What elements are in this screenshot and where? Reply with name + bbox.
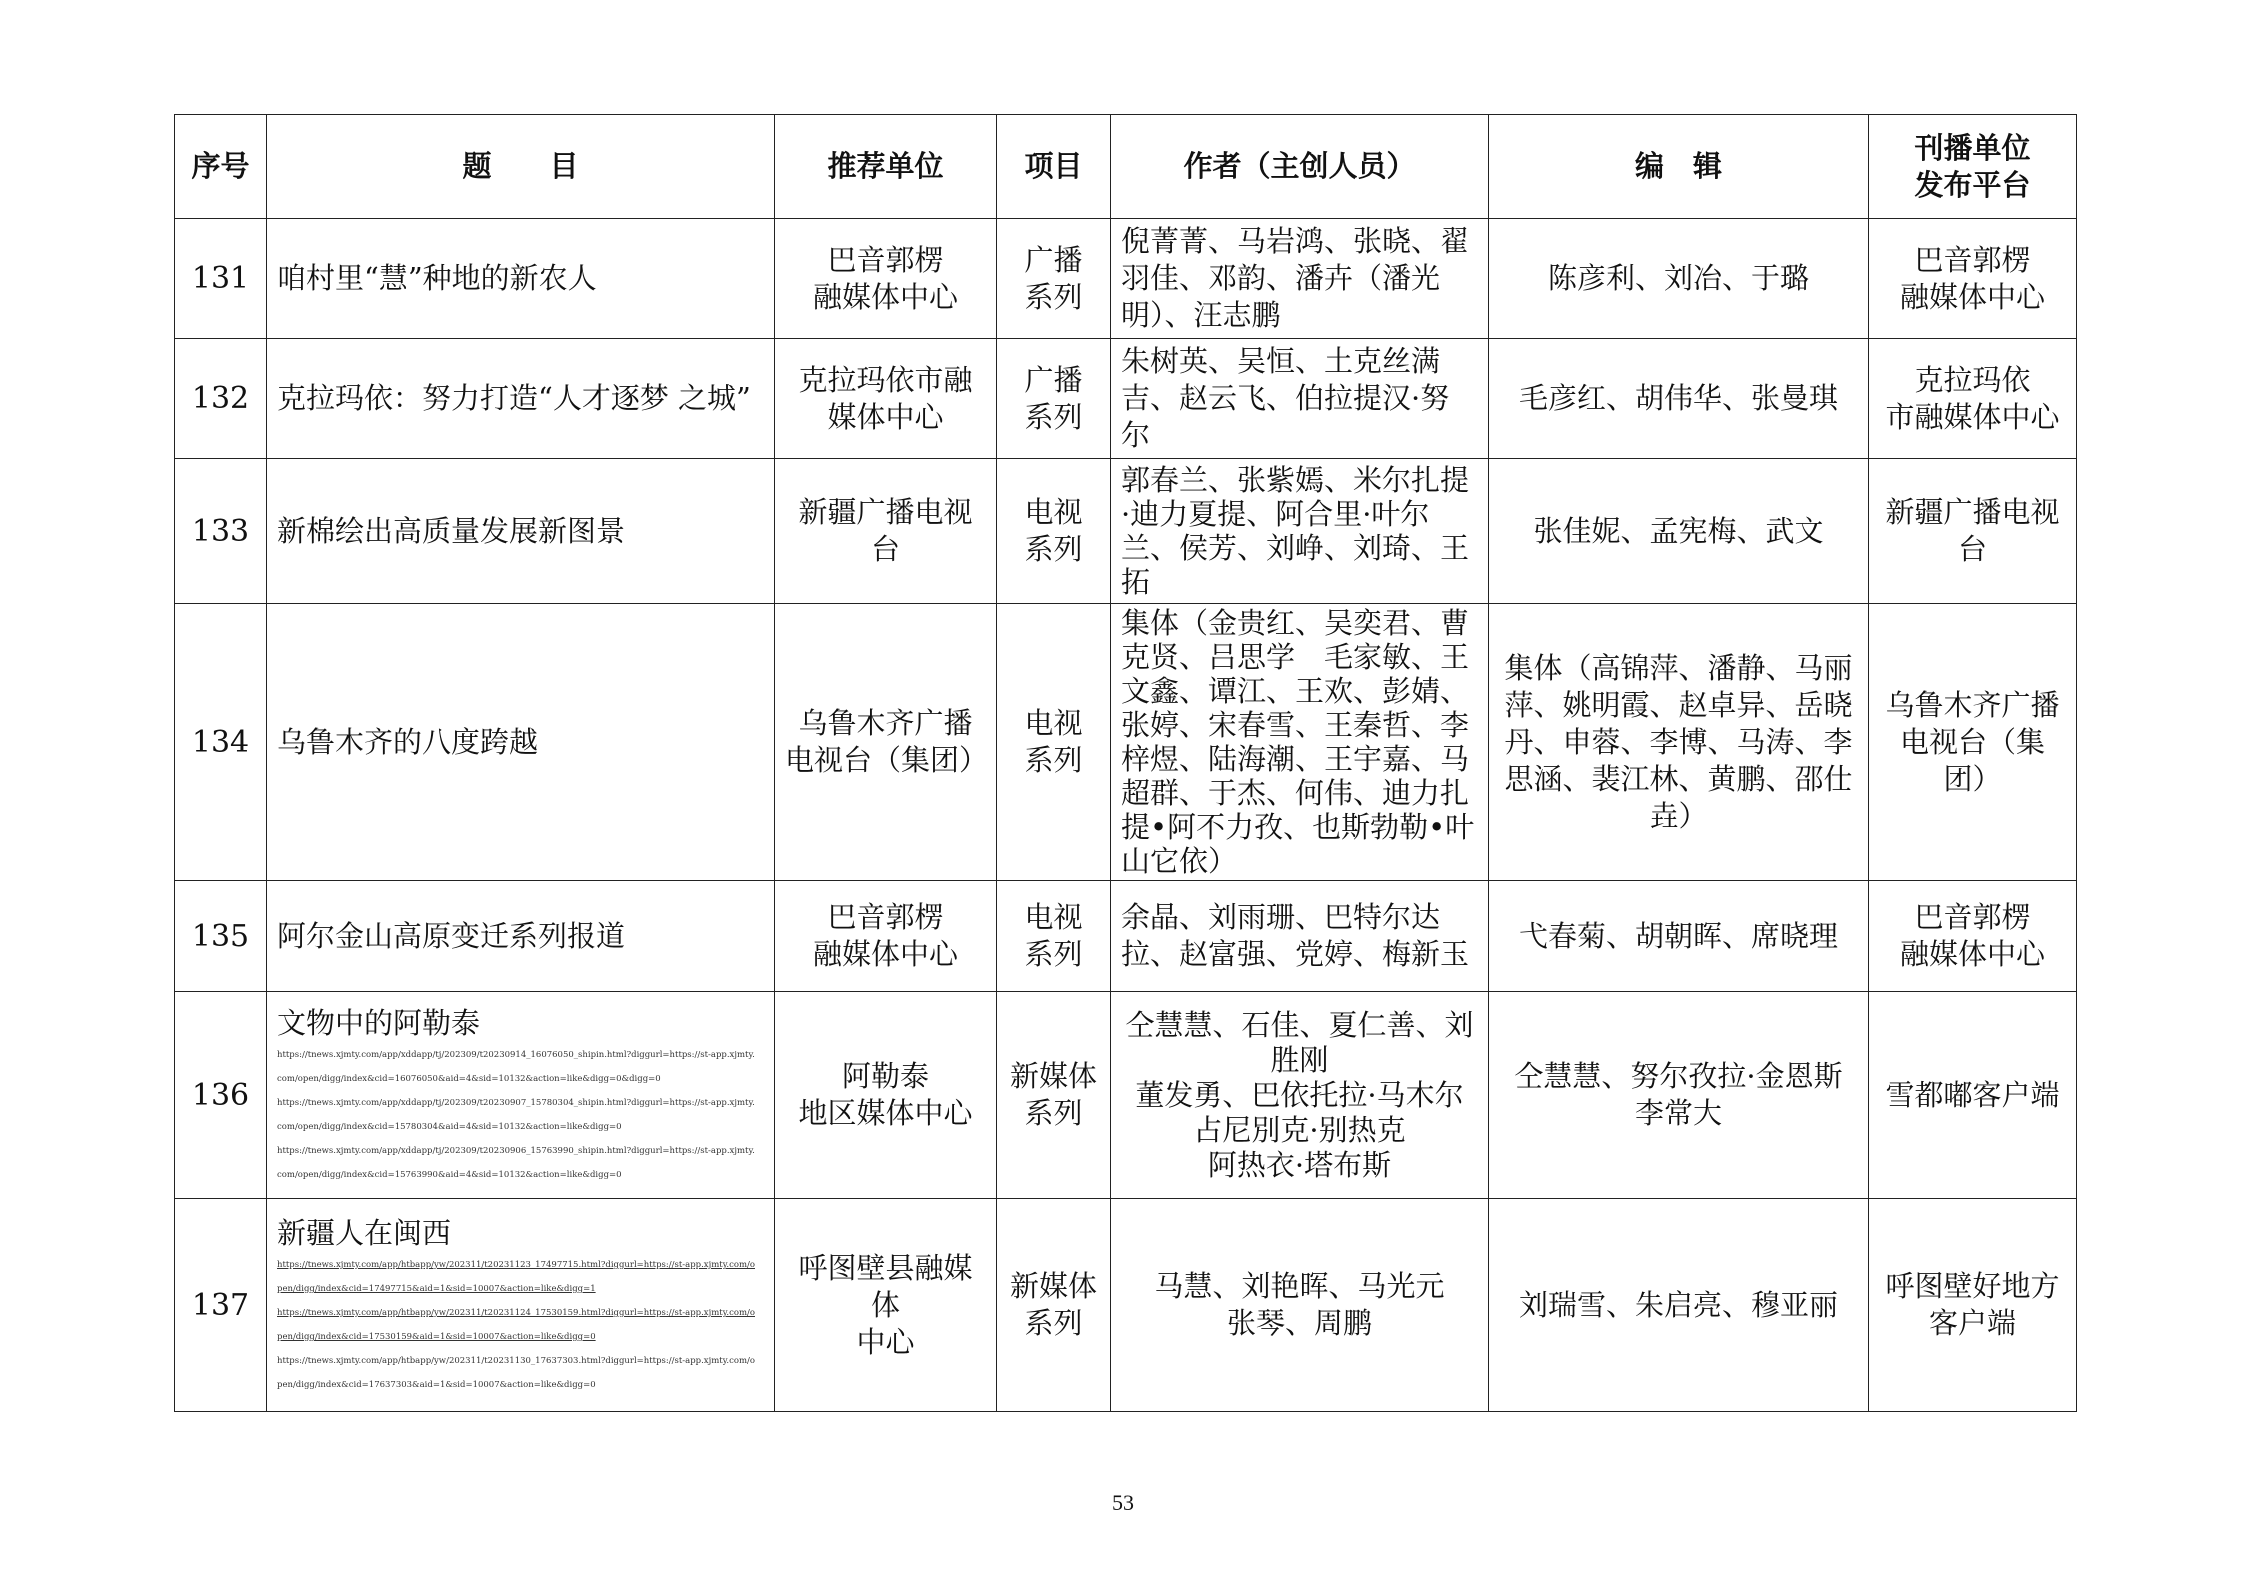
row-number: 131 bbox=[175, 219, 267, 339]
url-line[interactable]: https://tnews.xjmty.com/app/xddapp/tj/202309/t20230906_15763990_shipin.html?diggurl=https://st-app.xjmty. bbox=[277, 1146, 755, 1156]
header-title: 题 目 bbox=[267, 115, 775, 219]
url-line[interactable]: https://tnews.xjmty.com/app/xddapp/tj/202309/t20230907_15780304_shipin.html?diggurl=https://st-app.xjmty. bbox=[277, 1098, 755, 1108]
table-row bbox=[175, 219, 2077, 339]
row-title: 克拉玛依：努力打造“人才逐梦 之城” bbox=[267, 339, 775, 459]
row-editors: 仝慧慧、努尔孜拉·金恩斯 李常大 bbox=[1489, 992, 1869, 1199]
row-platform: 巴音郭楞 融媒体中心 bbox=[1869, 219, 2077, 339]
row-authors: 仝慧慧、石佳、夏仁善、刘胜刚 董发勇、巴依托拉·马木尔 占尼別克·别热克 阿热衣·塔布斯 bbox=[1111, 992, 1489, 1199]
row-authors: 倪菁菁、马岩鸿、张晓、翟羽佳、邓韵、潘卉（潘光明）、汪志鹏 bbox=[1111, 219, 1489, 339]
row-platform: 乌鲁木齐广播电视台（集团） bbox=[1869, 604, 2077, 881]
table-row bbox=[175, 339, 2077, 459]
url-line[interactable]: com/open/digg/index&cid=15780304&aid=4&sid=10132&action=like&digg=0 bbox=[277, 1122, 622, 1132]
header-row bbox=[175, 115, 2077, 219]
header-editors: 编 辑 bbox=[1489, 115, 1869, 219]
row-item: 新媒体 系列 bbox=[997, 992, 1111, 1199]
table-row bbox=[175, 604, 2077, 881]
awards-table bbox=[174, 114, 2077, 1412]
row-authors: 郭春兰、张紫嫣、米尔扎提·迪力夏提、阿合里·叶尔兰、侯芳、刘峥、刘琦、王拓 bbox=[1111, 459, 1489, 604]
row-platform: 雪都嘟客户端 bbox=[1869, 992, 2077, 1199]
row-unit: 新疆广播电视台 bbox=[775, 459, 997, 604]
row-authors: 余晶、刘雨珊、巴特尔达拉、赵富强、党婷、梅新玉 bbox=[1111, 881, 1489, 992]
row-number: 134 bbox=[175, 604, 267, 881]
row-title: 阿尔金山高原变迁系列报道 bbox=[267, 881, 775, 992]
page-number: 53 bbox=[1112, 1490, 1134, 1515]
url-line[interactable]: com/open/digg/index&cid=15763990&aid=4&sid=10132&action=like&digg=0 bbox=[277, 1170, 622, 1180]
row-number: 136 bbox=[175, 992, 267, 1199]
row-title: 咱村里“慧”种地的新农人 bbox=[267, 219, 775, 339]
row-number: 135 bbox=[175, 881, 267, 992]
row-item: 广播 系列 bbox=[997, 339, 1111, 459]
row-authors: 马慧、刘艳晖、马光元 张琴、周鹏 bbox=[1111, 1199, 1489, 1412]
url-line[interactable]: https://tnews.xjmty.com/app/htbapp/yw/202311/t20231130_17637303.html?diggurl=https://st-app.xjmty.com/o bbox=[277, 1356, 755, 1366]
row-authors: 集体（金贵红、吴奕君、曹克贤、吕思学 毛家敏、王文鑫、谭江、王欢、彭婧、张婷、宋春雪、王秦哲、李梓煜、陆海潮、王宇嘉、马超群、于杰、何伟、迪力扎提•阿不力孜、也斯勃勒•叶山它依） bbox=[1111, 604, 1489, 881]
row-editors: 毛彦红、胡伟华、张曼琪 bbox=[1489, 339, 1869, 459]
row-item: 电视 系列 bbox=[997, 604, 1111, 881]
row-title: 新棉绘出高质量发展新图景 bbox=[267, 459, 775, 604]
row-editors: 刘瑞雪、朱启亮、穆亚丽 bbox=[1489, 1199, 1869, 1412]
table-row bbox=[175, 459, 2077, 604]
row-editors: 张佳妮、孟宪梅、武文 bbox=[1489, 459, 1869, 604]
url-line[interactable]: pen/digg/index&cid=17497715&aid=1&sid=10007&action=like&digg=1 bbox=[277, 1284, 596, 1294]
header-item: 项目 bbox=[997, 115, 1111, 219]
row-authors: 朱树英、吴恒、土克丝满吉、赵云飞、伯拉提汉·努尔 bbox=[1111, 339, 1489, 459]
row-item: 新媒体 系列 bbox=[997, 1199, 1111, 1412]
row-item: 电视 系列 bbox=[997, 459, 1111, 604]
row-number: 137 bbox=[175, 1199, 267, 1412]
row-platform: 呼图壁好地方 客户端 bbox=[1869, 1199, 2077, 1412]
table-row bbox=[175, 1199, 2077, 1412]
url-line[interactable]: pen/digg/index&cid=17530159&aid=1&sid=10007&action=like&digg=0 bbox=[277, 1332, 596, 1342]
row-editors: 陈彦利、刘冶、于璐 bbox=[1489, 219, 1869, 339]
row-unit: 乌鲁木齐广播电视台（集团） bbox=[775, 604, 997, 881]
url-line[interactable]: https://tnews.xjmty.com/app/htbapp/yw/202311/t20231124_17530159.html?diggurl=https://st-app.xjmty.com/o bbox=[277, 1308, 755, 1318]
row-number: 132 bbox=[175, 339, 267, 459]
row-editors: 集体（高锦萍、潘静、马丽萍、姚明霞、赵卓异、岳晓丹、申蓉、李博、马涛、李思涵、裴江林、黄鹏、邵仕垚） bbox=[1489, 604, 1869, 881]
row-item: 电视 系列 bbox=[997, 881, 1111, 992]
header-num: 序号 bbox=[175, 115, 267, 219]
table-row bbox=[175, 881, 2077, 992]
row-platform: 克拉玛依 市融媒体中心 bbox=[1869, 339, 2077, 459]
header-unit: 推荐单位 bbox=[775, 115, 997, 219]
row-unit: 呼图壁县融媒体 中心 bbox=[775, 1199, 997, 1412]
header-authors: 作者（主创人员） bbox=[1111, 115, 1489, 219]
row-title: 乌鲁木齐的八度跨越 bbox=[267, 604, 775, 881]
row-item: 广播 系列 bbox=[997, 219, 1111, 339]
row-unit: 巴音郭楞 融媒体中心 bbox=[775, 219, 997, 339]
row-number: 133 bbox=[175, 459, 267, 604]
row-platform: 新疆广播电视台 bbox=[1869, 459, 2077, 604]
row-editors: 弋春菊、胡朝晖、席晓理 bbox=[1489, 881, 1869, 992]
row-title: 文物中的阿勒泰 bbox=[277, 1006, 481, 1040]
url-line[interactable]: https://tnews.xjmty.com/app/htbapp/yw/202311/t20231123_17497715.html?diggurl=https://st-app.xjmty.com/o bbox=[277, 1260, 755, 1270]
url-line[interactable]: pen/digg/index&cid=17637303&aid=1&sid=10007&action=like&digg=0 bbox=[277, 1380, 596, 1390]
table-row bbox=[175, 992, 2077, 1199]
row-unit: 巴音郭楞 融媒体中心 bbox=[775, 881, 997, 992]
row-platform: 巴音郭楞 融媒体中心 bbox=[1869, 881, 2077, 992]
url-line[interactable]: com/open/digg/index&cid=16076050&aid=4&sid=10132&action=like&digg=0&digg=0 bbox=[277, 1074, 661, 1084]
url-line[interactable]: https://tnews.xjmty.com/app/xddapp/tj/202309/t20230914_16076050_shipin.html?diggurl=https://st-app.xjmty. bbox=[277, 1050, 755, 1060]
header-platform: 刊播单位 发布平台 bbox=[1869, 115, 2077, 219]
row-title: 新疆人在闽西 bbox=[277, 1216, 452, 1250]
row-unit: 阿勒泰 地区媒体中心 bbox=[775, 992, 997, 1199]
row-unit: 克拉玛依市融媒体中心 bbox=[775, 339, 997, 459]
